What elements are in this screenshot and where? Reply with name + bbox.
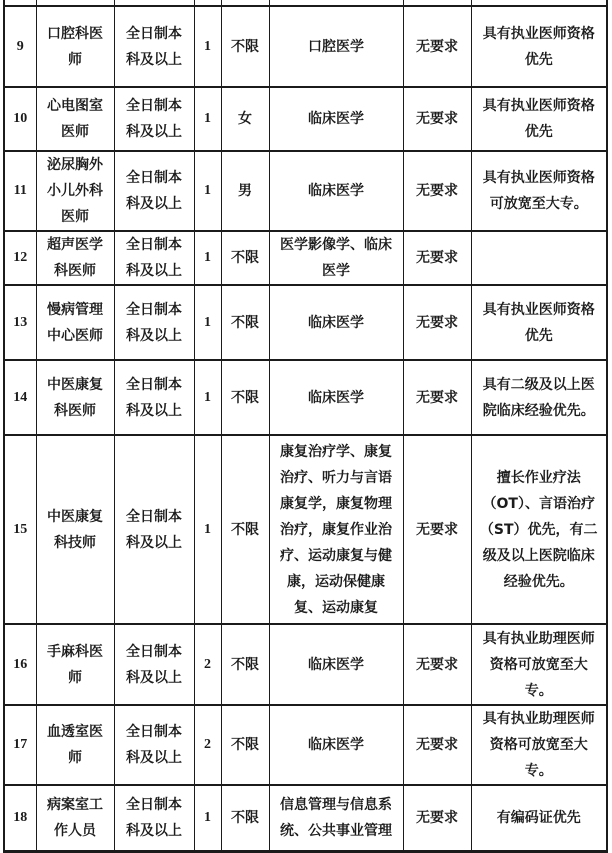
cell-headcount: 1: [194, 285, 221, 360]
cell-other-requirement: 无要求: [403, 624, 471, 705]
table-row: [4, 624, 607, 705]
cell-education: 全日制本科及以上: [114, 231, 194, 285]
cell-headcount: 1: [194, 435, 221, 624]
cell-other-requirement: 无要求: [403, 87, 471, 151]
cell-gender: 不限: [221, 285, 269, 360]
cell-headcount: 2: [194, 705, 221, 785]
recruitment-positions-table: [3, 0, 608, 853]
table-row: [4, 231, 607, 285]
cell-row-number: 18: [4, 785, 36, 851]
table-row: [4, 151, 607, 231]
cell-position-title: 心电图室医师: [36, 87, 114, 151]
cell-education: 全日制本科及以上: [114, 624, 194, 705]
cell-gender: 不限: [221, 360, 269, 435]
cell-major: 临床医学: [269, 705, 403, 785]
cell-education: 全日制本科及以上: [114, 285, 194, 360]
cell-notes: 具有执业助理医师资格可放宽至大专。: [471, 624, 607, 705]
cell-position-title: 病案室工作人员: [36, 785, 114, 851]
cell-row-number: 9: [4, 6, 36, 87]
cell-gender: 男: [221, 151, 269, 231]
cell-position-title: 超声医学科医师: [36, 231, 114, 285]
cell-other-requirement: 无要求: [403, 785, 471, 851]
cell-position-title: 血透室医师: [36, 705, 114, 785]
table-row: [4, 87, 607, 151]
cell-major: 临床医学: [269, 87, 403, 151]
cell-gender: 不限: [221, 705, 269, 785]
cell-row-number: 12: [4, 231, 36, 285]
cell-education: 全日制本科及以上: [114, 705, 194, 785]
cell-major: 临床医学: [269, 624, 403, 705]
cell-row-number: 14: [4, 360, 36, 435]
cell-row-number: 10: [4, 87, 36, 151]
cell-gender: 不限: [221, 6, 269, 87]
cell-row-number: 16: [4, 624, 36, 705]
cell-position-title: 泌尿胸外小儿外科医师: [36, 151, 114, 231]
cell-other-requirement: 无要求: [403, 360, 471, 435]
cell-notes: 擅长作业疗法（OT）、言语治疗（ST）优先，有二级及以上医院临床经验优先。: [471, 435, 607, 624]
cell-headcount: 1: [194, 6, 221, 87]
cell-other-requirement: 无要求: [403, 151, 471, 231]
cell-education: 全日制本科及以上: [114, 6, 194, 87]
cell-education: 全日制本科及以上: [114, 360, 194, 435]
table-row: [4, 435, 607, 624]
cell-headcount: 1: [194, 151, 221, 231]
cell-notes: 具有执业医师资格优先: [471, 6, 607, 87]
cell-notes: 具有执业医师资格可放宽至大专。: [471, 151, 607, 231]
cell-position-title: 中医康复科技师: [36, 435, 114, 624]
cell-position-title: 中医康复科医师: [36, 360, 114, 435]
cell-education: 全日制本科及以上: [114, 435, 194, 624]
table-row: [4, 360, 607, 435]
cell-notes: 具有执业医师资格优先: [471, 87, 607, 151]
cell-major: 信息管理与信息系统、公共事业管理: [269, 785, 403, 851]
table-row: [4, 705, 607, 785]
cell-headcount: 2: [194, 624, 221, 705]
cell-notes: 有编码证优先: [471, 785, 607, 851]
cell-other-requirement: 无要求: [403, 705, 471, 785]
cell-major: 康复治疗学、康复治疗、听力与言语康复学，康复物理治疗，康复作业治疗、运动康复与健康，运动保健康复、运动康复: [269, 435, 403, 624]
cell-other-requirement: 无要求: [403, 231, 471, 285]
cell-notes: 具有执业助理医师资格可放宽至大专。: [471, 705, 607, 785]
cell-position-title: 手麻科医师: [36, 624, 114, 705]
table-row: [4, 6, 607, 87]
cell-gender: 不限: [221, 624, 269, 705]
cell-row-number: 15: [4, 435, 36, 624]
cell-headcount: 1: [194, 785, 221, 851]
cell-education: 全日制本科及以上: [114, 151, 194, 231]
table-row: [4, 285, 607, 360]
cell-headcount: 1: [194, 87, 221, 151]
cell-education: 全日制本科及以上: [114, 785, 194, 851]
cell-gender: 不限: [221, 435, 269, 624]
cell-gender: 不限: [221, 231, 269, 285]
cell-position-title: 口腔科医师: [36, 6, 114, 87]
cell-notes: [471, 231, 607, 285]
table-row: [4, 785, 607, 851]
cell-major: 临床医学: [269, 285, 403, 360]
cell-education: 全日制本科及以上: [114, 87, 194, 151]
cell-notes: 具有二级及以上医院临床经验优先。: [471, 360, 607, 435]
cell-row-number: 11: [4, 151, 36, 231]
cell-gender: 不限: [221, 785, 269, 851]
cell-position-title: 慢病管理中心医师: [36, 285, 114, 360]
cell-major: 口腔医学: [269, 6, 403, 87]
cell-other-requirement: 无要求: [403, 285, 471, 360]
cell-major: 临床医学: [269, 360, 403, 435]
cell-headcount: 1: [194, 360, 221, 435]
cell-row-number: 13: [4, 285, 36, 360]
cell-headcount: 1: [194, 231, 221, 285]
cell-row-number: 17: [4, 705, 36, 785]
cell-major: 临床医学: [269, 151, 403, 231]
cell-notes: 具有执业医师资格优先: [471, 285, 607, 360]
cell-other-requirement: 无要求: [403, 6, 471, 87]
cell-major: 医学影像学、临床医学: [269, 231, 403, 285]
cell-gender: 女: [221, 87, 269, 151]
cell-other-requirement: 无要求: [403, 435, 471, 624]
